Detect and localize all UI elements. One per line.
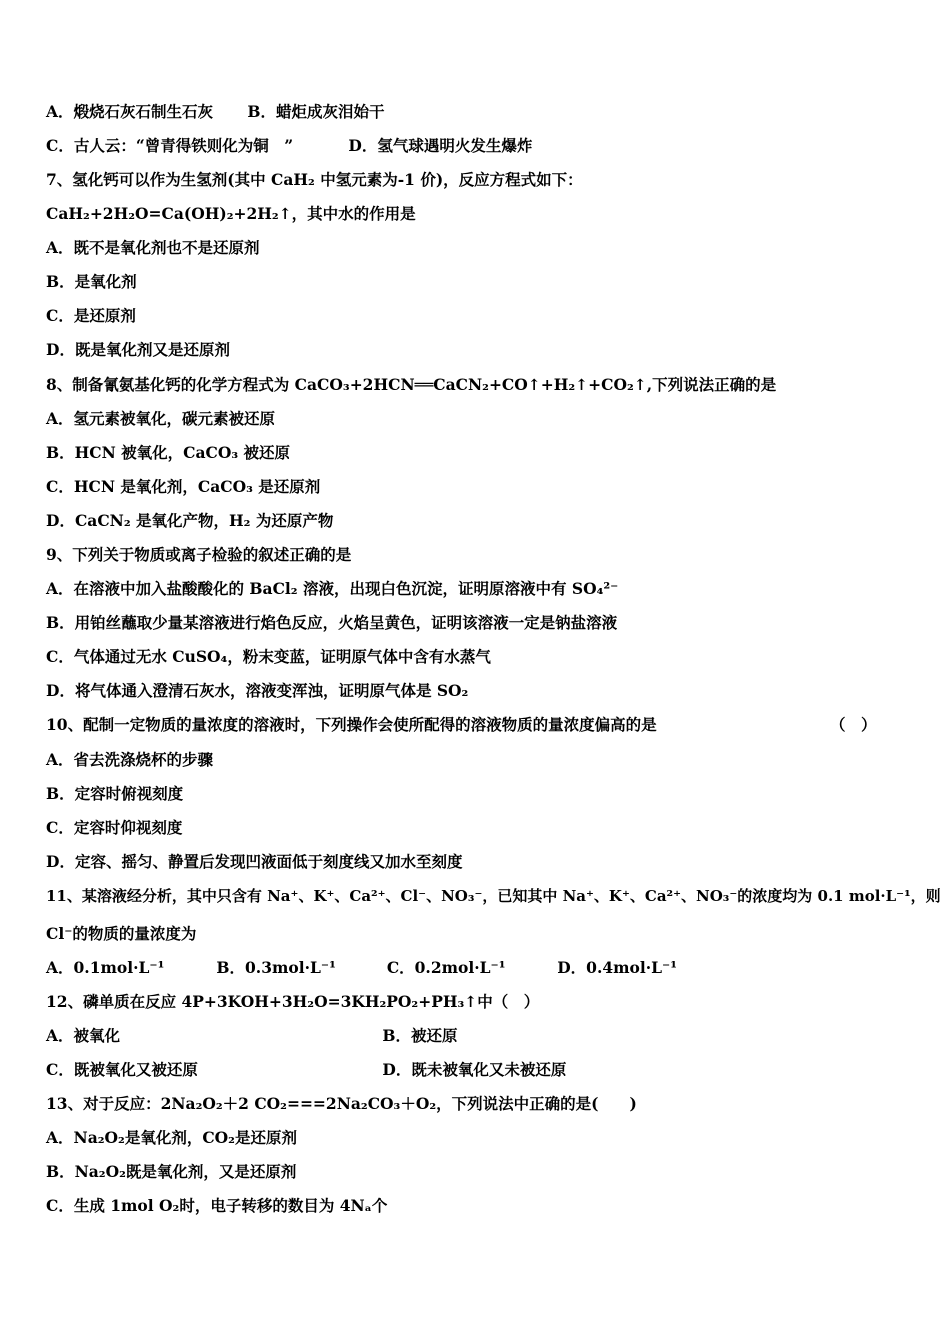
option-d: D．氢气球遇明火发生爆炸 — [348, 136, 533, 155]
q9-option-d: D．将气体通入澄清石灰水，溶液变浑浊，证明原气体是 SO₂ — [46, 681, 469, 700]
q10-option-d: D．定容、摇匀、静置后发现凹液面低于刻度线又加水至刻度 — [46, 852, 463, 871]
question-10-text: 10、配制一定物质的量浓度的溶液时，下列操作会使所配得的溶液物质的量浓度偏高的是 — [46, 715, 657, 734]
q12-option-a: A．被氧化 — [46, 1026, 121, 1045]
option-line — [46, 102, 385, 122]
q9-option-b: B．用铂丝蘸取少量某溶液进行焰色反应，火焰呈黄色，证明该溶液一定是钠盐溶液 — [46, 613, 618, 632]
option-b: B．蜡炬成灰泪始干 — [247, 102, 385, 121]
q13-option-c: C．生成 1mol O₂时，电子转移的数目为 4Nₐ个 — [46, 1196, 388, 1215]
option-c: C．古人云：“曾青得铁则化为铜 ” — [46, 136, 294, 155]
q8-option-c: C．HCN 是氧化剂，CaCO₃ 是还原剂 — [46, 477, 321, 496]
question-13: 13、对于反应：2Na₂O₂＋2 CO₂===2Na₂CO₃＋O₂，下列说法中正确的是( ) — [46, 1094, 637, 1113]
q13-option-b: B．Na₂O₂既是氧化剂，又是还原剂 — [46, 1162, 297, 1181]
question-7-equation: CaH₂+2H₂O=Ca(OH)₂+2H₂↑，其中水的作用是 — [46, 204, 416, 223]
q8-option-d: D．CaCN₂ 是氧化产物，H₂ 为还原产物 — [46, 511, 334, 530]
question-7: 7、氢化钙可以作为生氢剂(其中 CaH₂ 中氢元素为-1 价)，反应方程式如下： — [46, 170, 583, 189]
q10-option-b: B．定容时俯视刻度 — [46, 784, 184, 803]
q7-option-a: A．既不是氧化剂也不是还原剂 — [46, 238, 260, 257]
question-9: 9、下列关于物质或离子检验的叙述正确的是 — [46, 545, 352, 564]
q11-option-b: B．0.3mol·L⁻¹ — [216, 958, 336, 977]
q11-option-a: A．0.1mol·L⁻¹ — [46, 958, 165, 977]
q12-options-ab — [46, 1026, 458, 1046]
q7-option-b: B．是氧化剂 — [46, 272, 137, 291]
q11-option-d: D．0.4mol·L⁻¹ — [557, 958, 678, 977]
q10-option-c: C．定容时仰视刻度 — [46, 818, 183, 837]
option-line — [46, 136, 532, 156]
q10-option-a: A．省去洗涤烧杯的步骤 — [46, 750, 214, 769]
q12-options-cd — [46, 1060, 566, 1080]
q9-option-c: C．气体通过无水 CuSO₄，粉末变蓝，证明原气体中含有水蒸气 — [46, 647, 491, 666]
option-a: A．煅烧石灰石制生石灰 — [46, 102, 214, 121]
q12-option-c: C．既被氧化又被还原 — [46, 1060, 198, 1079]
q11-options — [46, 958, 677, 978]
question-8: 8、制备氰氨基化钙的化学方程式为 CaCO₃+2HCN══CaCN₂+CO↑+H₂↑+CO₂↑,下列说法正确的是 — [46, 375, 777, 394]
question-10 — [46, 715, 657, 735]
q7-option-c: C．是还原剂 — [46, 306, 136, 325]
question-11: 11、某溶液经分析，其中只含有 Na⁺、K⁺、Ca²⁺、Cl⁻、NO₃⁻，已知其中 Na⁺、K⁺、Ca²⁺、NO₃⁻的浓度均为 0.1 mol·L⁻¹，则 — [46, 887, 941, 905]
question-11-cont: Cl⁻的物质的量浓度为 — [46, 924, 197, 943]
q7-option-d: D．既是氧化剂又是还原剂 — [46, 340, 230, 359]
q8-option-a: A．氢元素被氧化，碳元素被还原 — [46, 409, 276, 428]
q8-option-b: B．HCN 被氧化，CaCO₃ 被还原 — [46, 443, 291, 462]
question-12: 12、磷单质在反应 4P+3KOH+3H₂O=3KH₂PO₂+PH₃↑中（ ） — [46, 992, 540, 1011]
q12-option-b: B．被还原 — [382, 1026, 458, 1045]
question-10-paren: （ ） — [830, 715, 877, 734]
q11-option-c: C．0.2mol·L⁻¹ — [386, 958, 506, 977]
q12-option-d: D．既未被氧化又未被还原 — [382, 1060, 567, 1079]
q9-option-a: A．在溶液中加入盐酸酸化的 BaCl₂ 溶液，出现白色沉淀，证明原溶液中有 SO₄²⁻ — [46, 579, 619, 598]
q13-option-a: A．Na₂O₂是氧化剂，CO₂是还原剂 — [46, 1128, 297, 1147]
